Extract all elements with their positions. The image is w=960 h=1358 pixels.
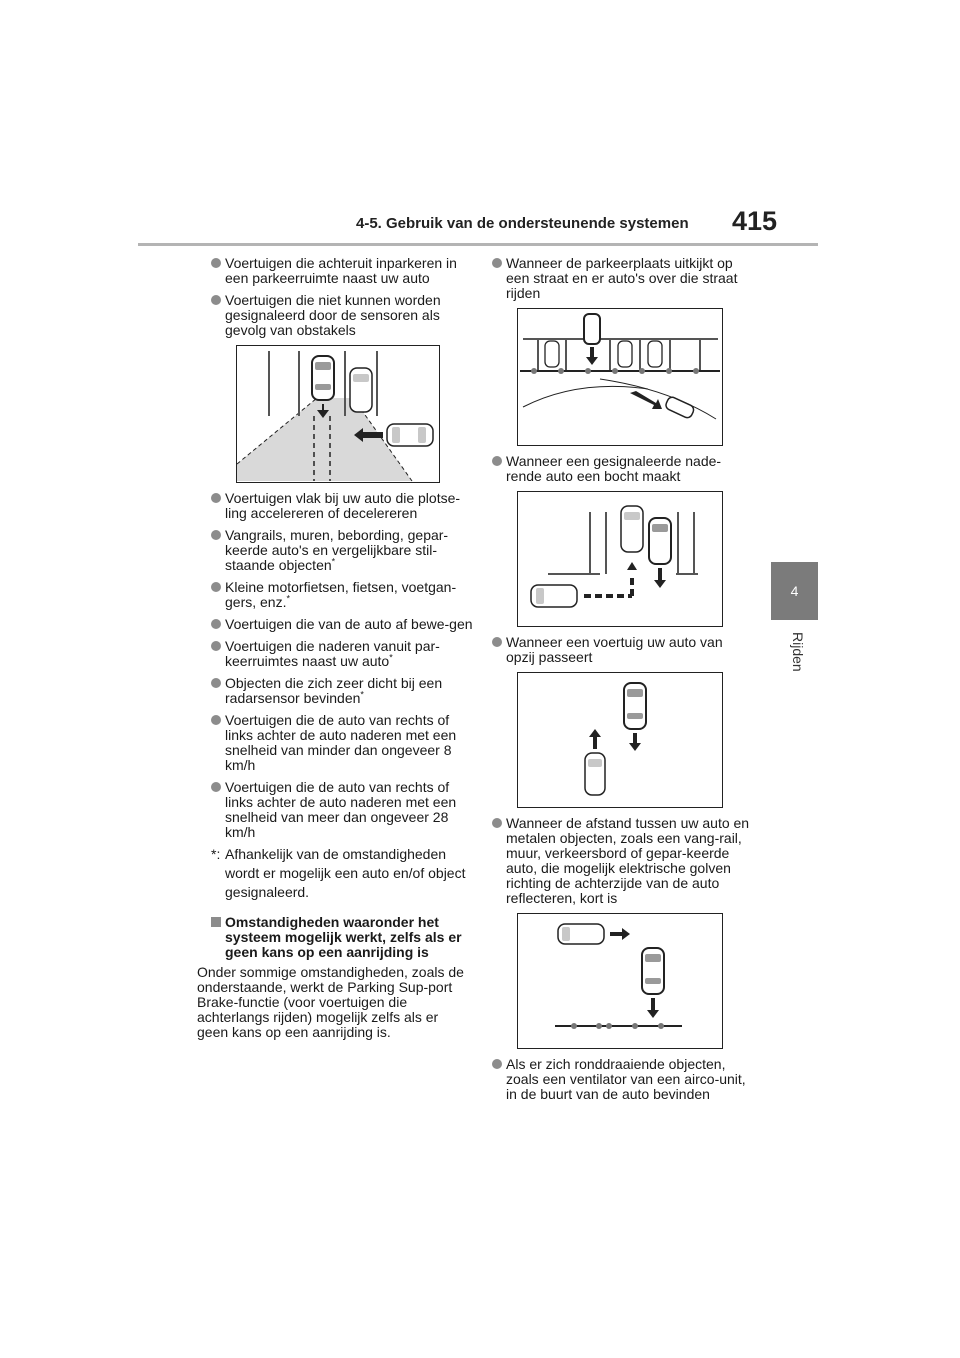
list-item: Wanneer een voertuig uw auto van opzij passeert — [492, 635, 754, 665]
list-item: Voertuigen die de auto van rechts of links achter de auto naderen met een snelheid van meer dan ongeveer 28 km/h — [211, 780, 473, 840]
bullet-icon — [211, 715, 221, 725]
figure-reverse-parking — [236, 345, 440, 483]
figure-street-traffic — [517, 308, 723, 446]
passing-vehicle-illustration — [518, 673, 722, 807]
list-item: Wanneer de parkeerplaats uitkijkt op een straat en er auto's over die straat rijden — [492, 256, 754, 301]
footnote — [211, 845, 473, 902]
figure-turning-vehicle — [517, 491, 723, 627]
list-item: Vangrails, muren, bebording, gepar-keerde auto's en vergelijkbare stil-staande objecten* — [211, 528, 473, 573]
bullet-icon — [211, 641, 221, 651]
list-item: Voertuigen die van de auto af bewe-gen — [211, 617, 473, 632]
list-item: Wanneer de afstand tussen uw auto en metalen objecten, zoals een vang-rail, muur, verkeersbord of gepar-keerde auto, die mogelijk elektrische golven richting de achterzijde van de auto reflecteren, kort is — [492, 816, 754, 906]
bullet-icon — [492, 1059, 502, 1069]
bullet-icon — [492, 258, 502, 268]
running-header: 4-5. Gebruik van de ondersteunende systemen — [356, 215, 689, 232]
chapter-tab: 4 — [771, 562, 818, 620]
bullet-icon — [211, 258, 221, 268]
bullet-icon — [211, 782, 221, 792]
chapter-label: Rijden — [790, 632, 806, 672]
figure-passing-vehicle — [517, 672, 723, 808]
figure-metal-objects — [517, 913, 723, 1049]
reverse-parking-illustration — [237, 346, 439, 482]
list-item: Voertuigen die de auto van rechts of links achter de auto naderen met een snelheid van minder dan ongeveer 8 km/h — [211, 713, 473, 773]
list-item: Voertuigen die niet kunnen worden gesignaleerd door de sensoren als gevolg van obstakels — [211, 293, 473, 338]
header-rule — [138, 243, 818, 246]
bullet-icon — [211, 530, 221, 540]
square-bullet-icon — [211, 917, 221, 927]
footnote-mark: *: — [211, 846, 221, 862]
list-item: Wanneer een gesignaleerde nade-rende auto een bocht maakt — [492, 454, 754, 484]
left-column — [197, 255, 473, 1040]
list-item: Kleine motorfietsen, fietsen, voetgan-gers, enz.* — [211, 580, 473, 610]
bullet-icon — [211, 582, 221, 592]
bullet-icon — [211, 295, 221, 305]
page-number: 415 — [732, 206, 778, 236]
bullet-icon — [211, 619, 221, 629]
list-item: Voertuigen vlak bij uw auto die plotse-ling accelereren of decelereren — [211, 491, 473, 521]
list-item: Als er zich ronddraaiende objecten, zoals een ventilator van een airco-unit, in de buurt van de auto bevinden — [492, 1057, 754, 1102]
turning-vehicle-illustration — [518, 492, 722, 626]
bullet-icon — [492, 456, 502, 466]
section-body: Onder sommige omstandigheden, zoals de onderstaande, werkt de Parking Sup-port Brake-functie (voor voertuigen die achterlangs rijden) mogelijk zelfs als er geen kans op een aanrijding is. — [197, 964, 464, 1040]
bullet-icon — [492, 637, 502, 647]
list-item: Voertuigen die naderen vanuit par-keerruimtes naast uw auto* — [211, 639, 473, 669]
metal-objects-illustration — [518, 914, 722, 1048]
right-column — [492, 256, 754, 1109]
bullet-icon — [211, 678, 221, 688]
list-item: Objecten die zich zeer dicht bij een radarsensor bevinden* — [211, 676, 473, 706]
footnote-text: Afhankelijk van de omstandigheden wordt er mogelijk een auto en/of object gesignaleerd. — [225, 846, 466, 900]
list-item: Voertuigen die achteruit inparkeren in een parkeerruimte naast uw auto — [211, 256, 473, 286]
bullet-icon — [492, 818, 502, 828]
street-traffic-illustration — [518, 309, 722, 445]
bullet-icon — [211, 493, 221, 503]
section-heading: Omstandigheden waaronder het systeem mogelijk werkt, zelfs als er geen kans op een aanrijding is — [211, 915, 473, 960]
